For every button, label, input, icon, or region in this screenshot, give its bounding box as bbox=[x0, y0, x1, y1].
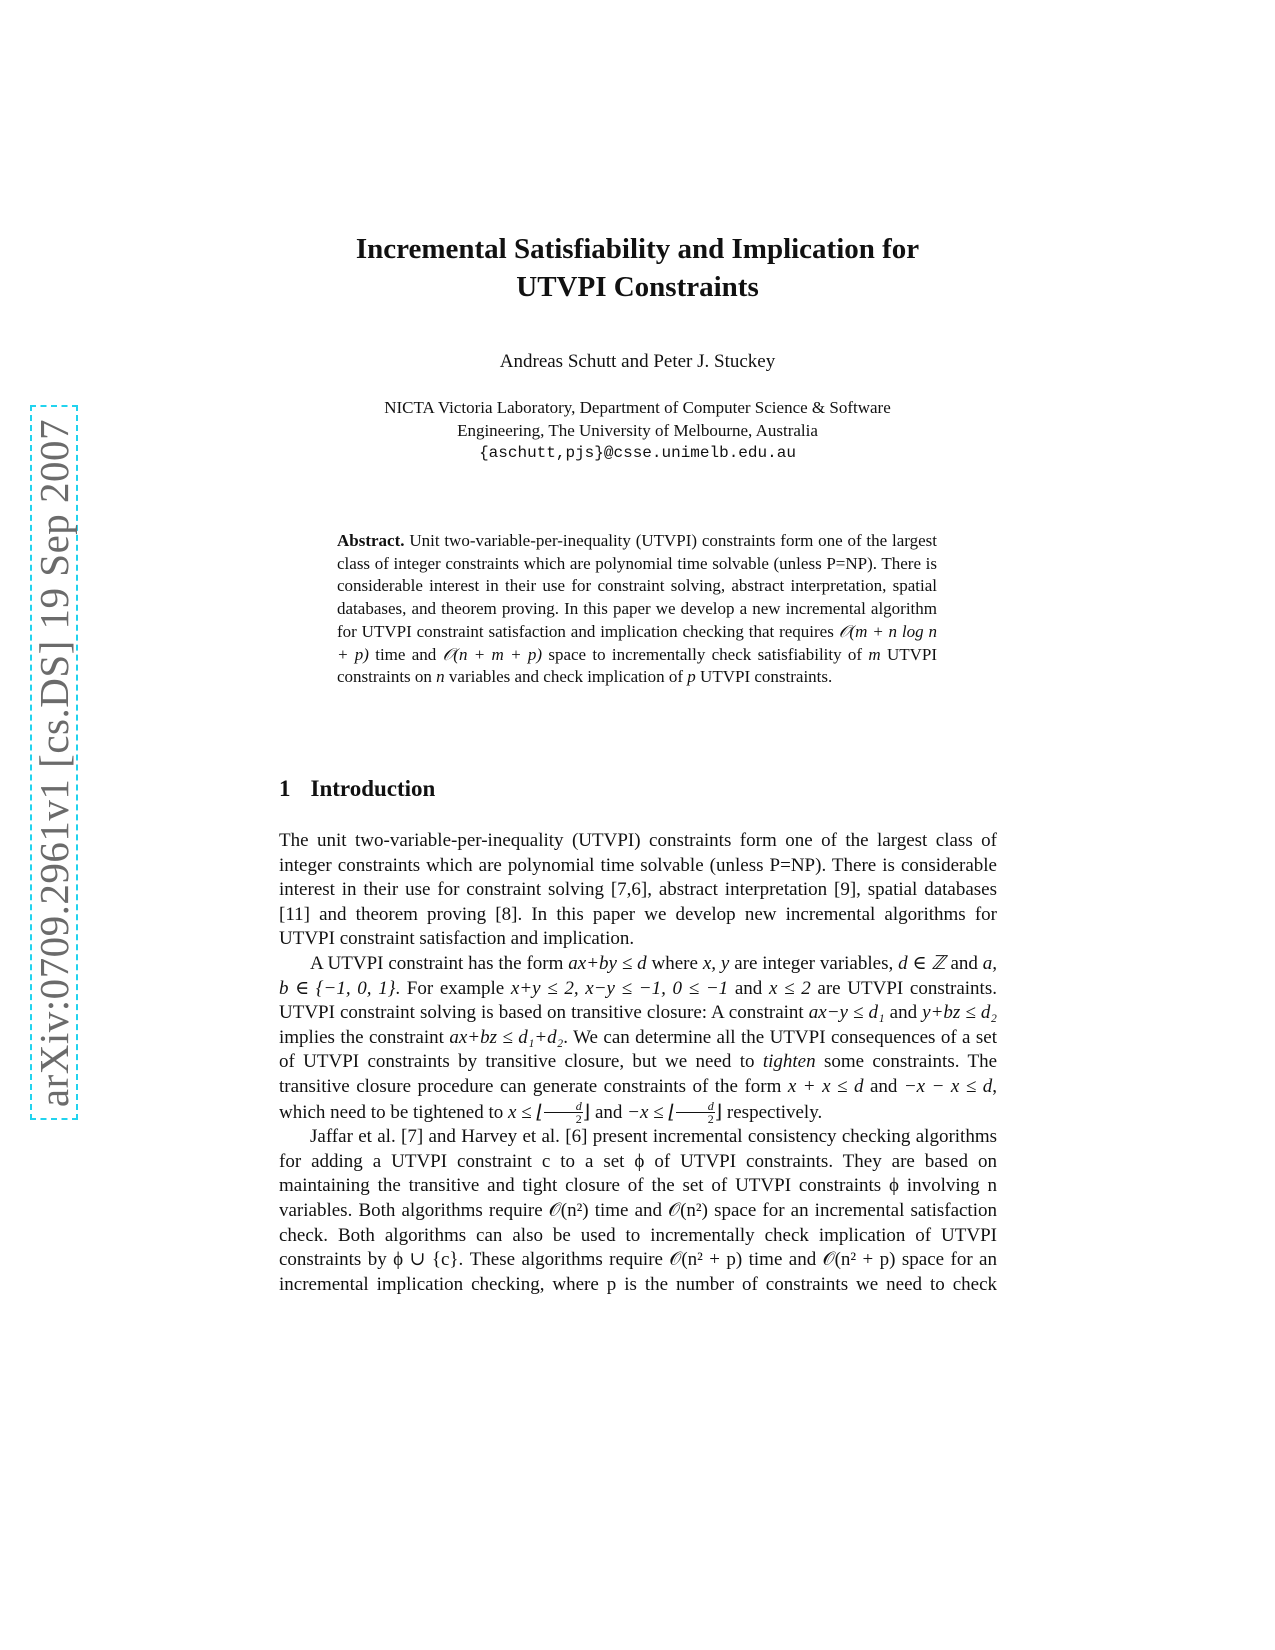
text: are integer variables, bbox=[729, 952, 899, 974]
math: d ∈ ℤ bbox=[898, 952, 946, 974]
text: implies the constraint bbox=[279, 1026, 450, 1048]
fraction-denominator: 2 bbox=[575, 1111, 582, 1126]
fraction bbox=[544, 1100, 583, 1125]
text: , which need to be tightened to bbox=[279, 1075, 997, 1123]
text: where bbox=[646, 952, 703, 974]
section-number: 1 bbox=[279, 776, 291, 801]
abstract-text: UTVPI constraints on bbox=[337, 644, 938, 687]
arxiv-identifier: arXiv:0709.2961v1 [cs.DS] 19 Sep 2007 bbox=[31, 418, 77, 1107]
math: −x ≤ ⌊ bbox=[627, 1101, 676, 1123]
math: y+bz ≤ d₂ bbox=[922, 1002, 997, 1024]
math: ax−y ≤ d₁ bbox=[808, 1002, 885, 1024]
math: ⌋ bbox=[714, 1101, 723, 1123]
abstract-text: UTVPI constraints. bbox=[695, 667, 833, 687]
arxiv-stamp bbox=[30, 405, 78, 1120]
abstract-text: space to incrementally check satisfiability of bbox=[542, 644, 869, 664]
math: ax+by ≤ d bbox=[568, 952, 647, 974]
title-line-2: UTVPI Constraints bbox=[516, 271, 759, 303]
affiliation bbox=[0, 396, 1275, 465]
math: x+y ≤ 2, x−y ≤ −1, 0 ≤ −1 bbox=[510, 977, 729, 999]
text: A UTVPI constraint has the form bbox=[310, 952, 569, 974]
paragraph-1: The unit two-variable-per-inequality (UTVPI) constraints form one of the largest class of integer constraints which are polynomial time solvable (unless P=NP). There is considerable interest in their use for constraint solving [7,6], abstract interpretation [9], spatial databases [11] and theorem proving [8]. In this paper we develop new incremental algorithms for UTVPI constraint satisfaction and implication. bbox=[279, 830, 997, 950]
math: p bbox=[687, 667, 696, 687]
math: 𝒪(m + n log n + p) bbox=[337, 621, 938, 664]
affiliation-line-1: NICTA Victoria Laboratory, Department of Computer Science & Software bbox=[384, 398, 891, 417]
title-line-1: Incremental Satisfiability and Implication for bbox=[355, 233, 920, 265]
math: ⌋ bbox=[582, 1101, 591, 1123]
abstract-label: Abstract. bbox=[337, 531, 405, 550]
math: n bbox=[436, 667, 445, 687]
text: and bbox=[728, 977, 769, 999]
math: x ≤ ⌊ bbox=[508, 1101, 544, 1123]
math: −x − x ≤ d bbox=[903, 1075, 993, 1097]
authors: Andreas Schutt and Peter J. Stuckey bbox=[499, 351, 776, 372]
text: and bbox=[590, 1101, 628, 1123]
fraction bbox=[676, 1100, 715, 1125]
math: 𝒪(n + m + p) bbox=[442, 644, 543, 664]
abstract-text: variables and check implication of bbox=[444, 667, 688, 687]
affiliation-line-2: Engineering, The University of Melbourne, Australia bbox=[457, 421, 818, 440]
text: respectively. bbox=[722, 1101, 823, 1123]
introduction-body bbox=[279, 829, 997, 1297]
abstract-text: Unit two-variable-per-inequality (UTVPI) constraints form one of the largest class of integer constraints which are polynomial time solvable (unless P=NP). There is considerable interest in their use for constraint solving, abstract interpretation, spatial databases, and theorem proving. In this paper we develop a new incremental algorithm for UTVPI constraint satisfaction and implication checking that requires bbox=[337, 531, 938, 641]
text: and bbox=[863, 1075, 904, 1097]
math: x ≤ 2 bbox=[768, 977, 811, 999]
text: and bbox=[884, 1002, 923, 1024]
fraction-numerator: d bbox=[676, 1100, 715, 1113]
math: m bbox=[868, 644, 881, 664]
emphasis: tighten bbox=[762, 1051, 816, 1073]
paper-title bbox=[0, 230, 1275, 306]
text: are UTVPI constraints. UTVPI constraint solving is based on transitive closure: A constraint bbox=[279, 977, 997, 1024]
math: x + x ≤ d bbox=[787, 1075, 864, 1097]
math: ax+bz ≤ d₁+d₂ bbox=[449, 1026, 564, 1048]
text: . For example bbox=[395, 977, 511, 999]
paragraph-2 bbox=[279, 952, 997, 1125]
author-email: {aschutt,pjs}@csse.unimelb.edu.au bbox=[479, 444, 796, 462]
abstract-text: time and bbox=[368, 644, 443, 664]
section-title: Introduction bbox=[310, 776, 436, 801]
section-heading bbox=[279, 776, 435, 802]
text: and bbox=[945, 952, 983, 974]
math: x, y bbox=[702, 952, 730, 974]
text: some constraints. The transitive closure procedure can generate constraints of the form bbox=[279, 1051, 998, 1097]
math: a, b ∈ {−1, 0, 1} bbox=[279, 952, 997, 999]
paragraph-3: Jaffar et al. [7] and Harvey et al. [6] present incremental consistency checking algorithms for adding a UTVPI constraint c to a set ϕ of UTVPI constraints. They are based on maintaining the transitive and tight closure of the set of UTVPI constraints ϕ involving n variables. Both algorithms require 𝒪(n²) time and 𝒪(n²) space for an incremental satisfaction check. Both algorithms can also be used to incrementally check implication of UTVPI constraints by ϕ ∪ {c}. These algorithms require 𝒪(n² + p) time and 𝒪(n² + p) space for an incremental implication checking, where p is the number of constraints we need to check bbox=[279, 1126, 997, 1295]
fraction-denominator: 2 bbox=[707, 1111, 714, 1126]
fraction-numerator: d bbox=[544, 1100, 583, 1113]
abstract bbox=[337, 530, 937, 689]
text: . We can determine all the UTVPI consequences of a set of UTVPI constraints by transitive closure, but we need to bbox=[279, 1026, 998, 1073]
